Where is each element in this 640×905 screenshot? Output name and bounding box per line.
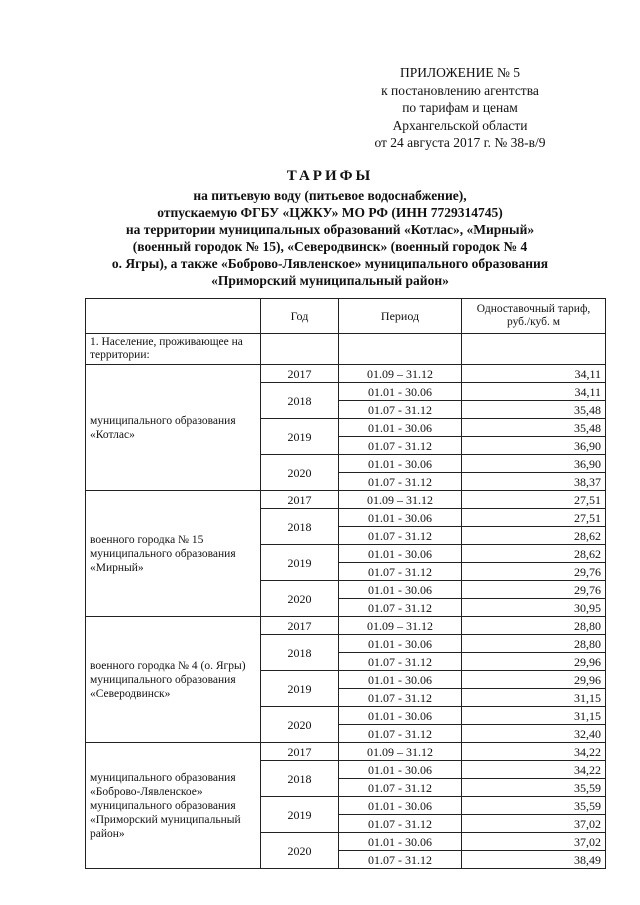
empty-cell [339,334,462,365]
tariff-value-cell: 28,80 [462,617,606,635]
year-cell: 2017 [261,743,339,761]
period-cell: 01.07 - 31.12 [339,563,462,581]
year-cell: 2020 [261,707,339,743]
year-cell: 2018 [261,509,339,545]
header-period: Период [339,299,462,334]
region-name: военного городка № 15 муниципального образования «Мирный» [86,491,261,617]
period-cell: 01.01 - 30.06 [339,383,462,401]
tariff-value-cell: 31,15 [462,707,606,725]
tariff-value-cell: 35,59 [462,779,606,797]
tariff-value-cell: 29,76 [462,581,606,599]
year-cell: 2017 [261,491,339,509]
year-cell: 2019 [261,545,339,581]
tariff-value-cell: 34,22 [462,761,606,779]
period-cell: 01.01 - 30.06 [339,761,462,779]
period-cell: 01.01 - 30.06 [339,581,462,599]
period-cell: 01.09 – 31.12 [339,617,462,635]
table-body [86,334,606,869]
tariff-value-cell: 28,62 [462,527,606,545]
tariff-value-cell: 29,96 [462,653,606,671]
period-cell: 01.01 - 30.06 [339,833,462,851]
period-cell: 01.01 - 30.06 [339,707,462,725]
period-cell: 01.01 - 30.06 [339,419,462,437]
appendix-line: к постановлению агентства [381,82,539,98]
empty-cell [261,334,339,365]
header-region [86,299,261,334]
table-header-row [86,299,606,334]
year-cell: 2018 [261,635,339,671]
period-cell: 01.01 - 30.06 [339,635,462,653]
tariff-value-cell: 34,11 [462,383,606,401]
period-cell: 01.07 - 31.12 [339,527,462,545]
header-year: Год [261,299,339,334]
tariff-value-cell: 28,62 [462,545,606,563]
document-title [60,168,600,289]
period-cell: 01.01 - 30.06 [339,671,462,689]
period-cell: 01.01 - 30.06 [339,797,462,815]
table-row [86,743,606,761]
period-cell: 01.07 - 31.12 [339,437,462,455]
tariff-value-cell: 35,59 [462,797,606,815]
tariff-value-cell: 27,51 [462,491,606,509]
tariff-value-cell: 27,51 [462,509,606,527]
tariff-value-cell: 38,49 [462,851,606,869]
title-heading: ТАРИФЫ [286,168,374,184]
region-name: военного городка № 4 (о. Ягры) муниципального образования «Северодвинск» [86,617,261,743]
population-label: 1. Население, проживающее на территории: [86,334,261,365]
period-cell: 01.07 - 31.12 [339,473,462,491]
period-cell: 01.07 - 31.12 [339,725,462,743]
table-row [86,491,606,509]
tariff-value-cell: 35,48 [462,401,606,419]
tariff-value-cell: 30,95 [462,599,606,617]
appendix-date: от 24 августа 2017 г. № 38-в/9 [374,135,546,150]
title-line: на территории муниципальных образований «Котлас», «Мирный» [125,222,535,237]
year-cell: 2019 [261,419,339,455]
tariff-value-cell: 36,90 [462,437,606,455]
period-cell: 01.07 - 31.12 [339,599,462,617]
year-cell: 2017 [261,365,339,383]
title-line: о. Ягры), а также «Боброво-Лявленское» муниципального образования [111,256,549,271]
year-cell: 2020 [261,833,339,869]
tariff-value-cell: 29,96 [462,671,606,689]
period-cell: 01.01 - 30.06 [339,509,462,527]
year-cell: 2019 [261,797,339,833]
year-cell: 2017 [261,617,339,635]
appendix-line: по тарифам и ценам [402,100,518,115]
tariff-value-cell: 35,48 [462,419,606,437]
title-line: (военный городок № 15), «Северодвинск» (военный городок № 4 [132,239,528,254]
period-cell: 01.07 - 31.12 [339,653,462,671]
period-cell: 01.07 - 31.12 [339,689,462,707]
table-row [86,365,606,383]
appendix-line: Архангельской области [392,117,528,133]
period-cell: 01.01 - 30.06 [339,455,462,473]
period-cell: 01.09 – 31.12 [339,491,462,509]
period-cell: 01.09 – 31.12 [339,743,462,761]
tariff-value-cell: 38,37 [462,473,606,491]
region-name: муниципального образования «Боброво-Лявленское» муниципального образования «Приморский муниципальный район» [86,743,261,869]
period-cell: 01.07 - 31.12 [339,401,462,419]
year-cell: 2019 [261,671,339,707]
tariff-value-cell: 34,22 [462,743,606,761]
tariff-value-cell: 37,02 [462,833,606,851]
tariff-table [85,298,606,869]
empty-cell [462,334,606,365]
region-name: муниципального образования «Котлас» [86,365,261,491]
year-cell: 2018 [261,383,339,419]
population-row [86,334,606,365]
year-cell: 2020 [261,581,339,617]
period-cell: 01.07 - 31.12 [339,815,462,833]
tariff-value-cell: 32,40 [462,725,606,743]
tariff-value-cell: 37,02 [462,815,606,833]
title-line: отпускаемую ФГБУ «ЦЖКУ» МО РФ (ИНН 7729314745) [157,205,503,220]
tariff-value-cell: 31,15 [462,689,606,707]
period-cell: 01.07 - 31.12 [339,851,462,869]
header-tariff: Одноставочный тариф, руб./куб. м [462,299,606,334]
period-cell: 01.01 - 30.06 [339,545,462,563]
period-cell: 01.07 - 31.12 [339,779,462,797]
tariff-value-cell: 29,76 [462,563,606,581]
title-line: на питьевую воду (питьевое водоснабжение), [193,188,467,203]
period-cell: 01.09 – 31.12 [339,365,462,383]
appendix-number: ПРИЛОЖЕНИЕ № 5 [399,65,521,80]
tariff-value-cell: 34,11 [462,365,606,383]
table-row [86,617,606,635]
tariff-value-cell: 36,90 [462,455,606,473]
title-line: «Приморский муниципальный район» [211,273,449,288]
tariff-value-cell: 28,80 [462,635,606,653]
year-cell: 2020 [261,455,339,491]
year-cell: 2018 [261,761,339,797]
appendix-header [350,64,570,152]
